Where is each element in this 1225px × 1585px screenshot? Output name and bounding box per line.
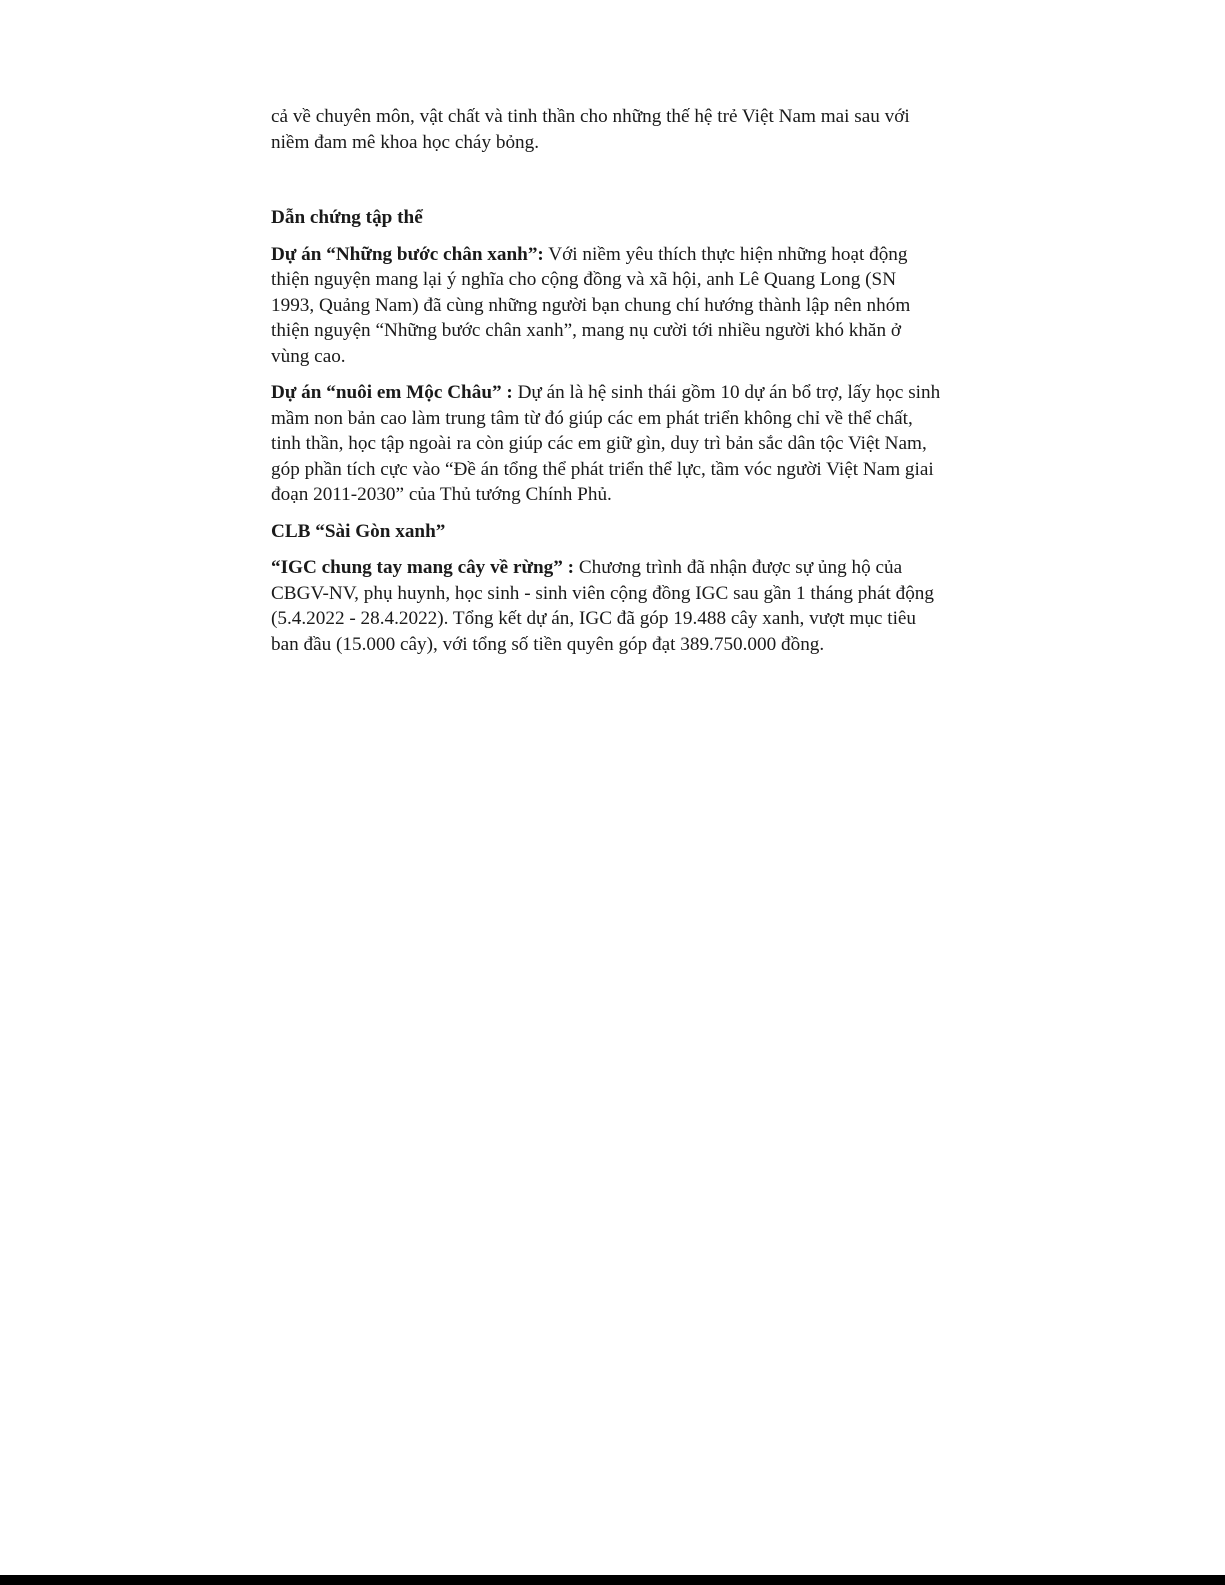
project-paragraph-moc-chau <box>271 380 943 508</box>
page-bottom-border <box>0 1575 1225 1585</box>
project-description: Dự án là hệ sinh thái gồm 10 dự án bổ trợ, lấy học sinh mầm non bản cao làm trung tâm từ đó giúp các em phát triển không chỉ về thể chất, tinh thần, học tập ngoài ra còn giúp các em giữ gìn, duy trì bản sắc dân tộc Việt Nam, góp phần tích cực vào “Đề án tổng thể phát triển thể lực, tầm vóc người Việt Nam giai đoạn 2011-2030” của Thủ tướng Chính Phủ. <box>271 382 941 505</box>
document-page <box>271 104 943 657</box>
intro-paragraph: cả về chuyên môn, vật chất và tinh thần cho những thế hệ trẻ Việt Nam mai sau với niềm đam mê khoa học cháy bỏng. <box>271 106 910 153</box>
club-program-paragraph <box>271 555 943 657</box>
club-heading: CLB “Sài Gòn xanh” <box>271 520 446 542</box>
project-paragraph-green-steps <box>271 242 943 370</box>
section-heading: Dẫn chứng tập thể <box>271 207 423 228</box>
project-description: Với niềm yêu thích thực hiện những hoạt động thiện nguyện mang lại ý nghĩa cho cộng đồng và xã hội, anh Lê Quang Long (SN 1993, Quảng Nam) đã cùng những người bạn chung chí hướng thành lập nên nhóm thiện nguyện “Những bước chân xanh”, mang nụ cười tới nhiều người khó khăn ở vùng cao. <box>271 243 911 367</box>
project-title: Dự án “Những bước chân xanh”: <box>271 243 544 265</box>
program-description: Chương trình đã nhận được sự ủng hộ của CBGV-NV, phụ huynh, học sinh - sinh viên cộng đồng IGC sau gần 1 tháng phát động (5.4.2022 - 28.4.2022). Tổng kết dự án, IGC đã góp 19.488 cây xanh, vượt mục tiêu ban đầu (15.000 cây), với tổng số tiền quyên góp đạt 389.750.000 đồng. <box>271 557 934 655</box>
program-title: “IGC chung tay mang cây về rừng” : <box>271 557 575 578</box>
project-title: Dự án “nuôi em Mộc Châu” : <box>271 382 513 403</box>
